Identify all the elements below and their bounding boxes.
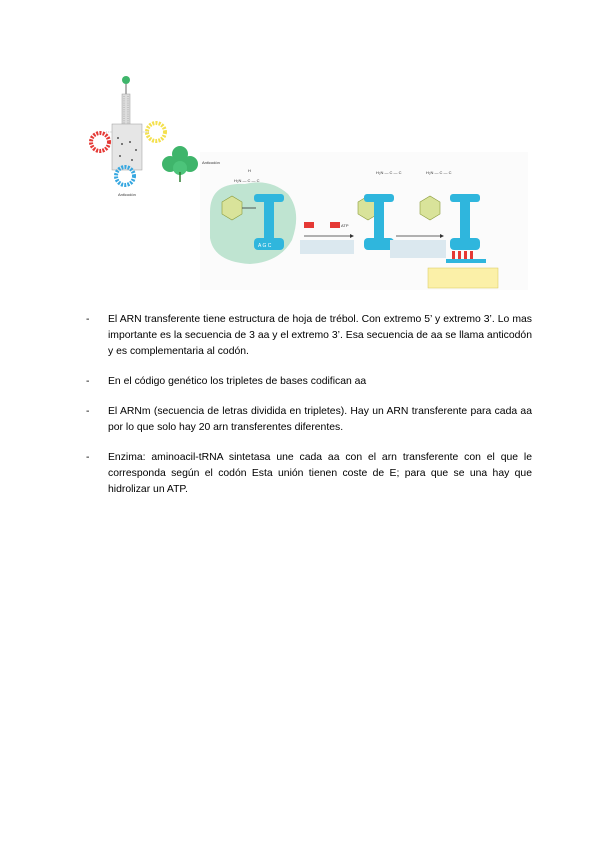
amino-acid-hexagon-3 bbox=[420, 196, 440, 220]
bullet-text: En el código genético los tripletes de bases codifican aa bbox=[108, 376, 367, 387]
svg-text:H₂N — C — C: H₂N — C — C bbox=[426, 170, 452, 175]
svg-text:H₂N — C — C: H₂N — C — C bbox=[234, 178, 260, 183]
atp-box-red bbox=[304, 222, 314, 228]
list-item bbox=[86, 312, 532, 360]
enzyme-shape bbox=[210, 182, 296, 264]
result-box bbox=[428, 268, 498, 288]
d-loop bbox=[91, 133, 109, 151]
acceptor-end-ball bbox=[122, 76, 130, 84]
bullet-text: Enzima: aminoacil-tRNA sintetasa une cada aa con el arn transferente con el que le corresponda según el codón Esta unión tienen coste de E; para que se una hay que hidrolizar un ATP. bbox=[108, 452, 532, 495]
list-item bbox=[86, 404, 532, 436]
reaction-box-1 bbox=[300, 240, 354, 254]
anticodon-letters: A G C bbox=[258, 243, 272, 249]
bullet-dash: - bbox=[86, 406, 90, 417]
acceptor-stem bbox=[122, 94, 130, 128]
cloverleaf-icon bbox=[162, 146, 198, 182]
bullet-dash: - bbox=[86, 376, 90, 387]
anticodon-triplete-label: Anticodón bbox=[202, 160, 220, 165]
codon-pairing bbox=[452, 251, 473, 259]
svg-text:H: H bbox=[248, 168, 251, 173]
mrna-strip bbox=[446, 259, 486, 263]
bullet-dash: - bbox=[86, 314, 90, 325]
bullet-dash: - bbox=[86, 452, 90, 463]
svg-text:H₂N — C — C: H₂N — C — C bbox=[376, 170, 402, 175]
bullet-list bbox=[86, 312, 532, 512]
atp-box-red-2 bbox=[330, 222, 340, 228]
reaction-box-2 bbox=[390, 240, 446, 258]
trna-shape-3 bbox=[450, 194, 480, 250]
bullet-text: El ARN transferente tiene estructura de hoja de trébol. Con extremo 5’ y extremo 3’. Lo mas importante es la secuencia de 3 aa y el extremo 3’. Esa secuencia de aa se llama anticodón y es complementaria al codón. bbox=[108, 314, 532, 357]
t-loop bbox=[147, 123, 165, 141]
aminoacyl-trna-reaction-figure bbox=[200, 152, 528, 290]
list-item bbox=[86, 450, 532, 498]
anticodon-label: Anticodón bbox=[118, 192, 136, 197]
atp-label: ATP bbox=[341, 223, 349, 228]
bullet-text: El ARNm (secuencia de letras dividida en tripletes). Hay un ARN transferente para cada aa por lo que solo hay 20 arn transferentes diferentes. bbox=[108, 406, 532, 433]
trna-cloverleaf-figure bbox=[84, 72, 204, 200]
list-item bbox=[86, 374, 532, 390]
